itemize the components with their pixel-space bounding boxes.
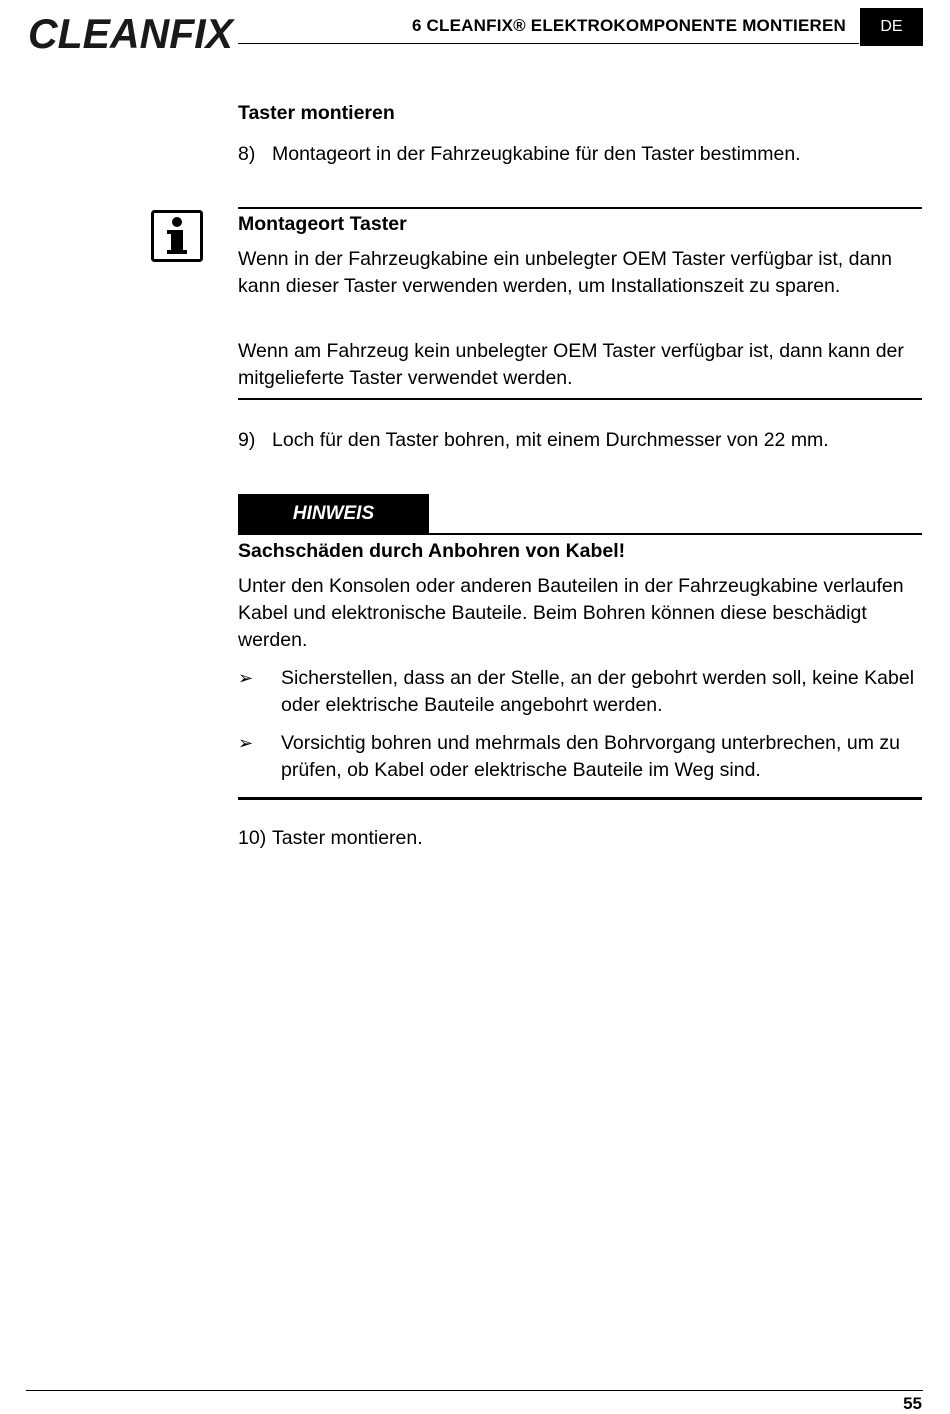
- cleanfix-logo: [26, 6, 242, 54]
- notice-paragraph: Unter den Konsolen oder anderen Bauteilen in der Fahrzeugkabine verlaufen Kabel und elektronische Bauteile. Beim Bohren können diese beschädigt werden.: [238, 575, 904, 651]
- step-text: Taster montieren.: [272, 827, 423, 849]
- notice-label: HINWEIS: [238, 494, 429, 534]
- step-number: 10): [238, 827, 267, 849]
- notice-bullet-item: [238, 730, 922, 784]
- step-text: Montageort in der Fahrzeugkabine für den Taster bestimmen.: [272, 143, 801, 165]
- logo-wordmark: CLEANFIX: [28, 10, 236, 54]
- page-number: 55: [903, 1394, 922, 1413]
- notice-box-bottom-rule: [238, 797, 922, 800]
- info-box-paragraph: Wenn in der Fahrzeugkabine ein unbelegter OEM Taster verfügbar ist, dann kann dieser Taster verwenden werden, um Installationszeit zu sparen.: [238, 248, 892, 297]
- header-divider: [238, 43, 859, 44]
- arrow-bullet-icon: ➢: [238, 733, 254, 753]
- footer-divider: [26, 1390, 923, 1391]
- step-number: 9): [238, 429, 256, 451]
- section-heading: Taster montieren: [238, 102, 395, 124]
- notice-bullet-text: Sicherstellen, dass an der Stelle, an der gebohrt werden soll, keine Kabel oder elektrische Bauteile angebohrt werden.: [281, 667, 915, 716]
- step-item: [238, 427, 922, 454]
- info-box-bottom-rule: [238, 398, 922, 400]
- notice-title: Sachschäden durch Anbohren von Kabel!: [238, 540, 626, 562]
- arrow-bullet-icon: ➢: [238, 668, 254, 688]
- notice-bullet-item: [238, 665, 922, 719]
- step-text: Loch für den Taster bohren, mit einem Durchmesser von 22 mm.: [272, 429, 829, 451]
- info-box-title: Montageort Taster: [238, 213, 407, 235]
- info-icon: [151, 210, 203, 262]
- step-number: 8): [238, 143, 256, 165]
- step-item: [238, 825, 922, 852]
- info-box-top-rule: [238, 207, 922, 209]
- notice-box-top-rule: [238, 533, 922, 535]
- notice-bullet-text: Vorsichtig bohren und mehrmals den Bohrvorgang unterbrechen, um zu prüfen, ob Kabel oder elektrische Bauteile im Weg sind.: [281, 732, 900, 781]
- language-badge: DE: [860, 8, 923, 46]
- info-box-paragraph: Wenn am Fahrzeug kein unbelegter OEM Taster verfügbar ist, dann kann der mitgelieferte Taster verwendet werden.: [238, 340, 904, 389]
- step-item: [238, 141, 922, 168]
- chapter-title: 6 CLEANFIX® ELEKTROKOMPONENTE MONTIEREN: [411, 16, 846, 35]
